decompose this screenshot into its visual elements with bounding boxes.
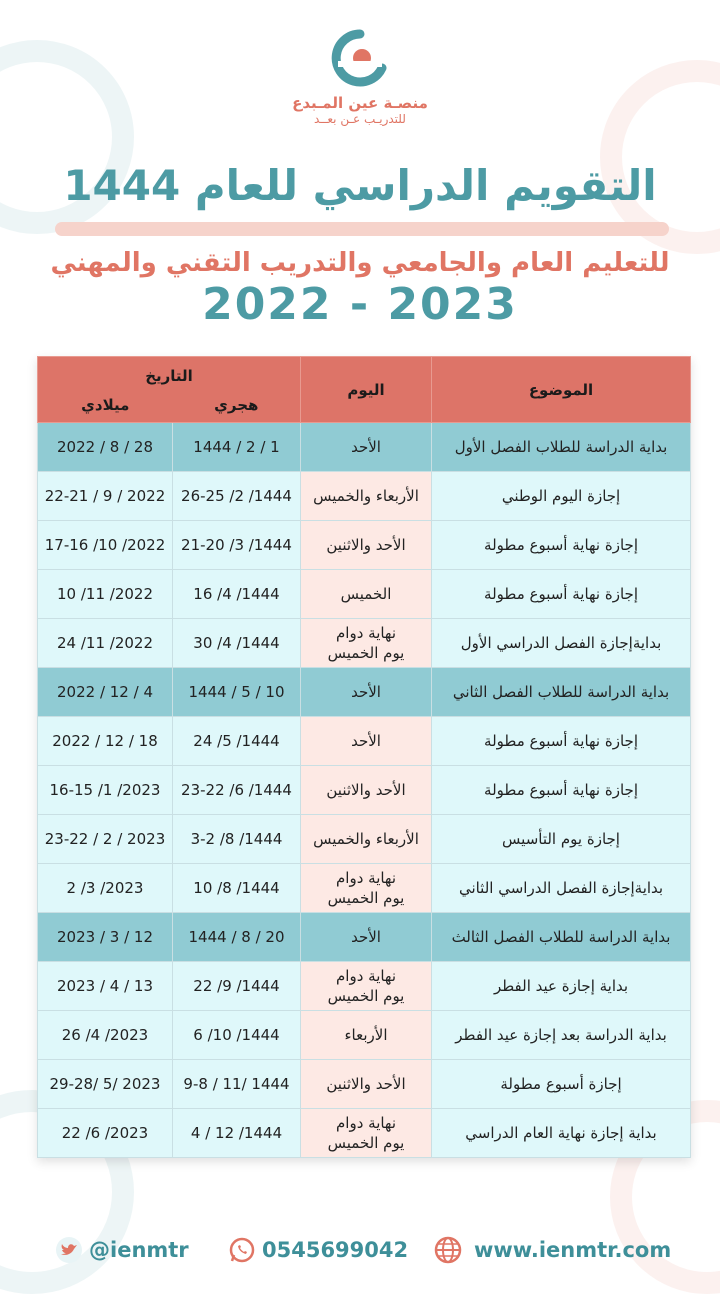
day-cell: [301, 619, 432, 668]
gregorian-date: 16-15 /1 /2023: [38, 766, 173, 815]
table-row: [38, 1060, 691, 1109]
page-title: التقويم الدراسي للعام 1444: [63, 161, 657, 210]
footer: [0, 1232, 720, 1268]
subject-cell: بداية الدراسة للطلاب الفصل الأول: [432, 423, 691, 472]
day-line: يوم الخميس: [327, 1134, 405, 1152]
table-row: [38, 619, 691, 668]
header-date: التاريخ: [38, 357, 301, 389]
page-subtitle: للتعليم العام والجامعي والتدريب التقني والمهني: [50, 248, 670, 278]
website-link[interactable]: [434, 1232, 671, 1268]
header-day: اليوم: [301, 357, 432, 423]
hijri-date: 26-25 /2 /1444: [173, 472, 301, 521]
phone-number-text: 0545699042: [262, 1238, 409, 1262]
day-cell: الأحد والاثنين: [301, 766, 432, 815]
subject-cell: بدايةإجازة الفصل الدراسي الأول: [432, 619, 691, 668]
brand-name: منصـة عين المـبدع: [292, 94, 428, 112]
table-row: [38, 766, 691, 815]
gregorian-date: 2 /3 /2023: [38, 864, 173, 913]
website-text: www.ienmtr.com: [474, 1238, 672, 1262]
day-line: نهاية دوام: [336, 869, 397, 887]
subject-cell: بداية الدراسة بعد إجازة عيد الفطر: [432, 1011, 691, 1060]
hijri-date: 3-2 /8 /1444: [173, 815, 301, 864]
hijri-date: 1444 / 5 / 10: [173, 668, 301, 717]
gregorian-date: 26 /4 /2023: [38, 1011, 173, 1060]
header-gregorian: ميلادي: [38, 389, 173, 423]
table-row: [38, 472, 691, 521]
subject-cell: إجازة يوم التأسيس: [432, 815, 691, 864]
subject-cell: بداية الدراسة للطلاب الفصل الثالث: [432, 913, 691, 962]
gregorian-date: 24 /11 /2022: [38, 619, 173, 668]
day-cell: [301, 1109, 432, 1158]
hijri-date: 4 / 12 /1444: [173, 1109, 301, 1158]
hijri-date: 1444 / 2 / 1: [173, 423, 301, 472]
section-row: [38, 423, 691, 472]
day-line: يوم الخميس: [327, 889, 405, 907]
gregorian-date: 29-28/ 5/ 2023: [38, 1060, 173, 1109]
day-cell: الأربعاء والخميس: [301, 472, 432, 521]
section-row: [38, 913, 691, 962]
hijri-date: 21-20 /3 /1444: [173, 521, 301, 570]
brand-logo: [0, 28, 720, 126]
table-row: [38, 570, 691, 619]
gregorian-date: 22 /6 /2023: [38, 1109, 173, 1158]
twitter-icon: [55, 1236, 83, 1264]
social-handle[interactable]: [55, 1232, 189, 1268]
day-cell: الخميس: [301, 570, 432, 619]
day-line: نهاية دوام: [336, 1114, 397, 1132]
hijri-date: 16 /4 /1444: [173, 570, 301, 619]
subject-cell: إجازة نهاية أسبوع مطولة: [432, 717, 691, 766]
brand-tagline: للتدريـب عـن بعــد: [314, 112, 406, 126]
day-cell: الأحد والاثنين: [301, 521, 432, 570]
day-cell: الأحد والاثنين: [301, 1060, 432, 1109]
globe-icon: [434, 1236, 462, 1264]
day-line: يوم الخميس: [327, 987, 405, 1005]
gregorian-date: 10 /11 /2022: [38, 570, 173, 619]
title-divider: [55, 222, 669, 236]
table-row: [38, 815, 691, 864]
subject-cell: بداية الدراسة للطلاب الفصل الثاني: [432, 668, 691, 717]
subject-cell: إجازة نهاية أسبوع مطولة: [432, 521, 691, 570]
gregorian-date: 2022 / 8 / 28: [38, 423, 173, 472]
day-cell: الأحد: [301, 913, 432, 962]
subject-cell: بدايةإجازة الفصل الدراسي الثاني: [432, 864, 691, 913]
day-line: يوم الخميس: [327, 644, 405, 662]
hijri-date: 10 /8 /1444: [173, 864, 301, 913]
table-row: [38, 521, 691, 570]
section-row: [38, 668, 691, 717]
day-cell: الأربعاء: [301, 1011, 432, 1060]
table-row: [38, 1011, 691, 1060]
gregorian-date: 17-16 /10 /2022: [38, 521, 173, 570]
table-row: [38, 717, 691, 766]
hijri-date: 1444 / 8 / 20: [173, 913, 301, 962]
day-cell: الأحد: [301, 717, 432, 766]
gregorian-date: 2022 / 12 / 4: [38, 668, 173, 717]
table-row: [38, 864, 691, 913]
hijri-date: 23-22 /6 /1444: [173, 766, 301, 815]
gregorian-date: 2023 / 4 / 13: [38, 962, 173, 1011]
gregorian-date: 23-22 / 2 / 2023: [38, 815, 173, 864]
hijri-date: 30 /4 /1444: [173, 619, 301, 668]
day-cell: الأربعاء والخميس: [301, 815, 432, 864]
calendar-table: [37, 356, 691, 1158]
subject-cell: بداية إجازة عيد الفطر: [432, 962, 691, 1011]
header-hijri: هجري: [173, 389, 301, 423]
table-row: [38, 1109, 691, 1158]
phone-number[interactable]: [228, 1232, 408, 1268]
subject-cell: إجازة نهاية أسبوع مطولة: [432, 570, 691, 619]
whatsapp-icon: [228, 1236, 256, 1264]
day-cell: الأحد: [301, 423, 432, 472]
table-row: [38, 962, 691, 1011]
day-line: نهاية دوام: [336, 967, 397, 985]
subject-cell: إجازة أسبوع مطولة: [432, 1060, 691, 1109]
day-cell: الأحد: [301, 668, 432, 717]
header-subject: الموضوع: [432, 357, 691, 423]
hijri-date: 22 /9 /1444: [173, 962, 301, 1011]
subject-cell: بداية إجازة نهاية العام الدراسي: [432, 1109, 691, 1158]
hijri-date: 24 /5 /1444: [173, 717, 301, 766]
hijri-date: 9-8 / 11/ 1444: [173, 1060, 301, 1109]
day-line: نهاية دوام: [336, 624, 397, 642]
day-cell: [301, 864, 432, 913]
subject-cell: إجازة نهاية أسبوع مطولة: [432, 766, 691, 815]
gregorian-date: 2023 / 3 / 12: [38, 913, 173, 962]
gregorian-date: 22-21 / 9 / 2022: [38, 472, 173, 521]
academic-years: 2022 - 2023: [202, 279, 518, 330]
day-cell: [301, 962, 432, 1011]
subject-cell: إجازة اليوم الوطني: [432, 472, 691, 521]
hijri-date: 6 /10 /1444: [173, 1011, 301, 1060]
social-handle-text: @ienmtr: [89, 1238, 189, 1262]
gregorian-date: 2022 / 12 / 18: [38, 717, 173, 766]
calendar-body: [38, 423, 691, 1158]
logo-icon: [330, 28, 390, 88]
